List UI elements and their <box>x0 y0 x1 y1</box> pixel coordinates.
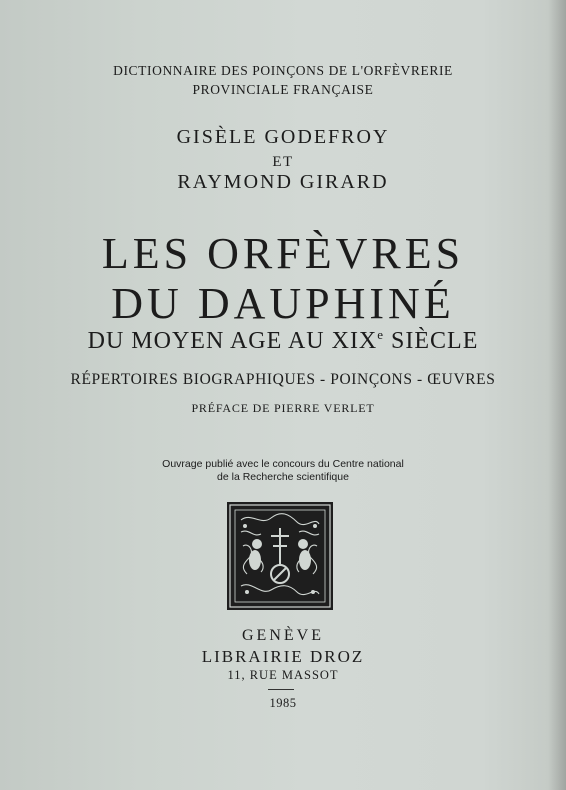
imprint-year: 1985 <box>269 696 297 710</box>
publication-note-line-2: de la Recherche scientifique <box>217 471 349 483</box>
series-title-line-1: DICTIONNAIRE DES POINÇONS DE L'ORFÈVRERIE <box>113 63 453 78</box>
imprint-place: GENÈVE <box>242 627 324 644</box>
book-title-line-1: LES ORFÈVRES <box>101 229 465 278</box>
series-title-line-2: PROVINCIALE FRANÇAISE <box>192 82 374 97</box>
contents-line: RÉPERTOIRES BIOGRAPHIQUES - POINÇONS - ŒUVRES <box>70 371 496 388</box>
subtitle-end: SIÈCLE <box>384 328 479 354</box>
printer-device-icon <box>227 502 333 610</box>
imprint-address: 11, RUE MASSOT <box>227 668 339 682</box>
imprint-publisher: LIBRAIRIE DROZ <box>201 647 365 666</box>
divider-rule <box>268 689 294 690</box>
author-conjunction: ET <box>272 154 294 170</box>
subtitle-main: DU MOYEN AGE AU XIX <box>87 328 378 354</box>
book-subtitle <box>0 327 566 355</box>
publication-note-line-1: Ouvrage publié avec le concours du Centre national <box>162 458 404 470</box>
subtitle-superscript: e <box>377 327 385 342</box>
preface-credit: PRÉFACE DE PIERRE VERLET <box>191 401 375 415</box>
author-second: RAYMOND GIRARD <box>177 171 389 193</box>
author-first: GISÈLE GODEFROY <box>176 126 390 148</box>
book-title-line-2: DU DAUPHINÉ <box>111 279 455 328</box>
